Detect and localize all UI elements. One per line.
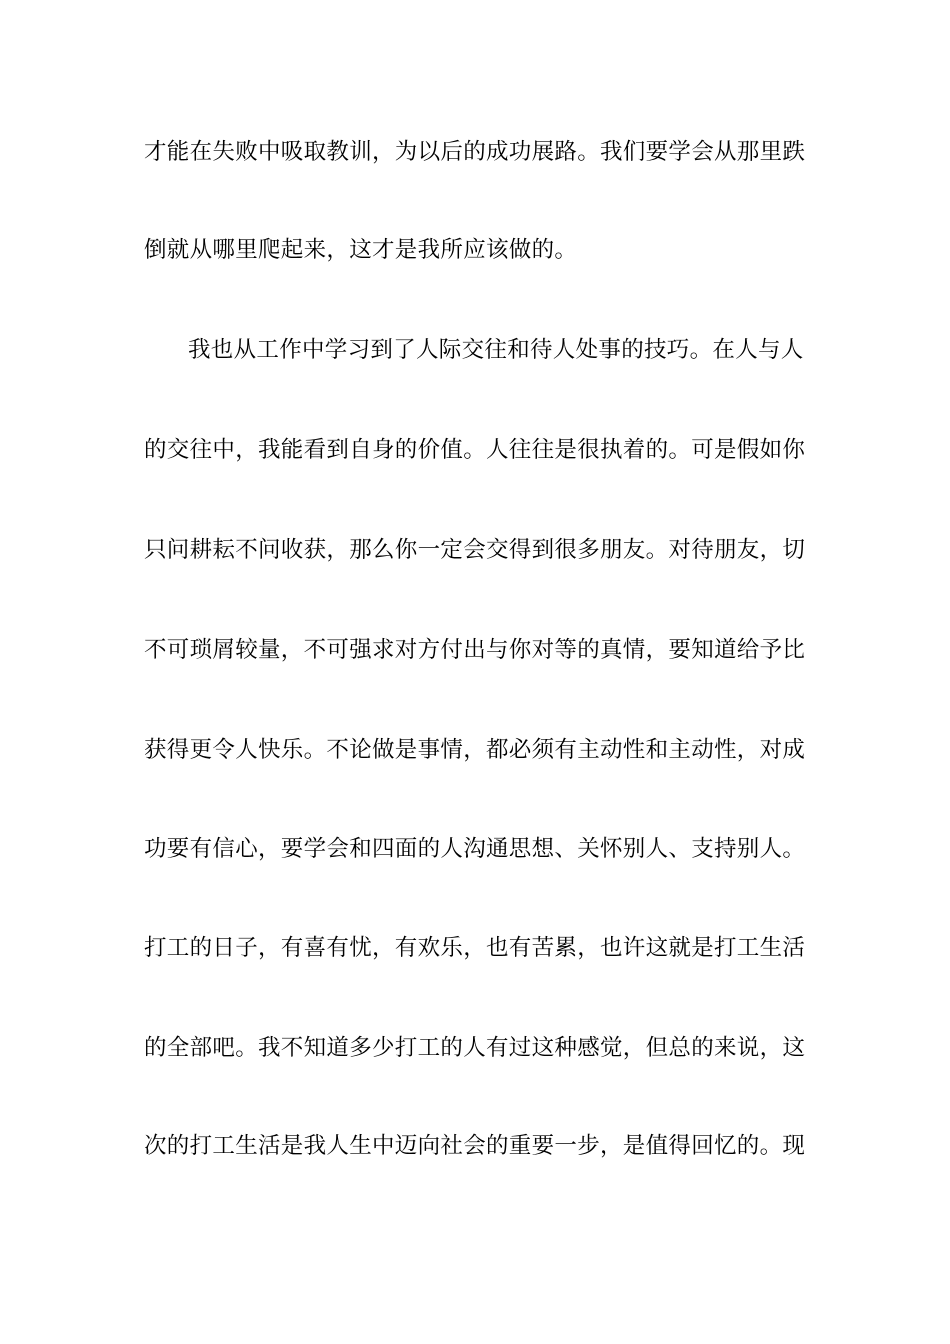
text-line: 打工的日子，有喜有忧，有欢乐，也有苦累，也许这就是打工生活 (144, 935, 806, 961)
paragraph-first-line: 我也从工作中学习到了人际交往和待人处事的技巧。在人与人 (188, 337, 804, 363)
text-line: 倒就从哪里爬起来，这才是我所应该做的。 (144, 237, 578, 263)
text-line: 只问耕耘不问收获，那么你一定会交得到很多朋友。对待朋友，切 (144, 537, 806, 563)
text-line: 不可琐屑较量，不可强求对方付出与你对等的真情，要知道给予比 (144, 637, 806, 663)
text-line: 的交往中，我能看到自身的价值。人往往是很执着的。可是假如你 (144, 437, 806, 463)
text-line: 的全部吧。我不知道多少打工的人有过这种感觉，但总的来说，这 (144, 1035, 806, 1061)
text-line: 次的打工生活是我人生中迈向社会的重要一步，是值得回忆的。现 (144, 1133, 806, 1159)
text-line: 功要有信心，要学会和四面的人沟通思想、关怀别人、支持别人。 (144, 836, 806, 862)
text-line: 才能在失败中吸取教训，为以后的成功展路。我们要学会从那里跌 (144, 139, 806, 165)
text-line: 获得更令人快乐。不论做是事情，都必须有主动性和主动性，对成 (144, 737, 806, 763)
